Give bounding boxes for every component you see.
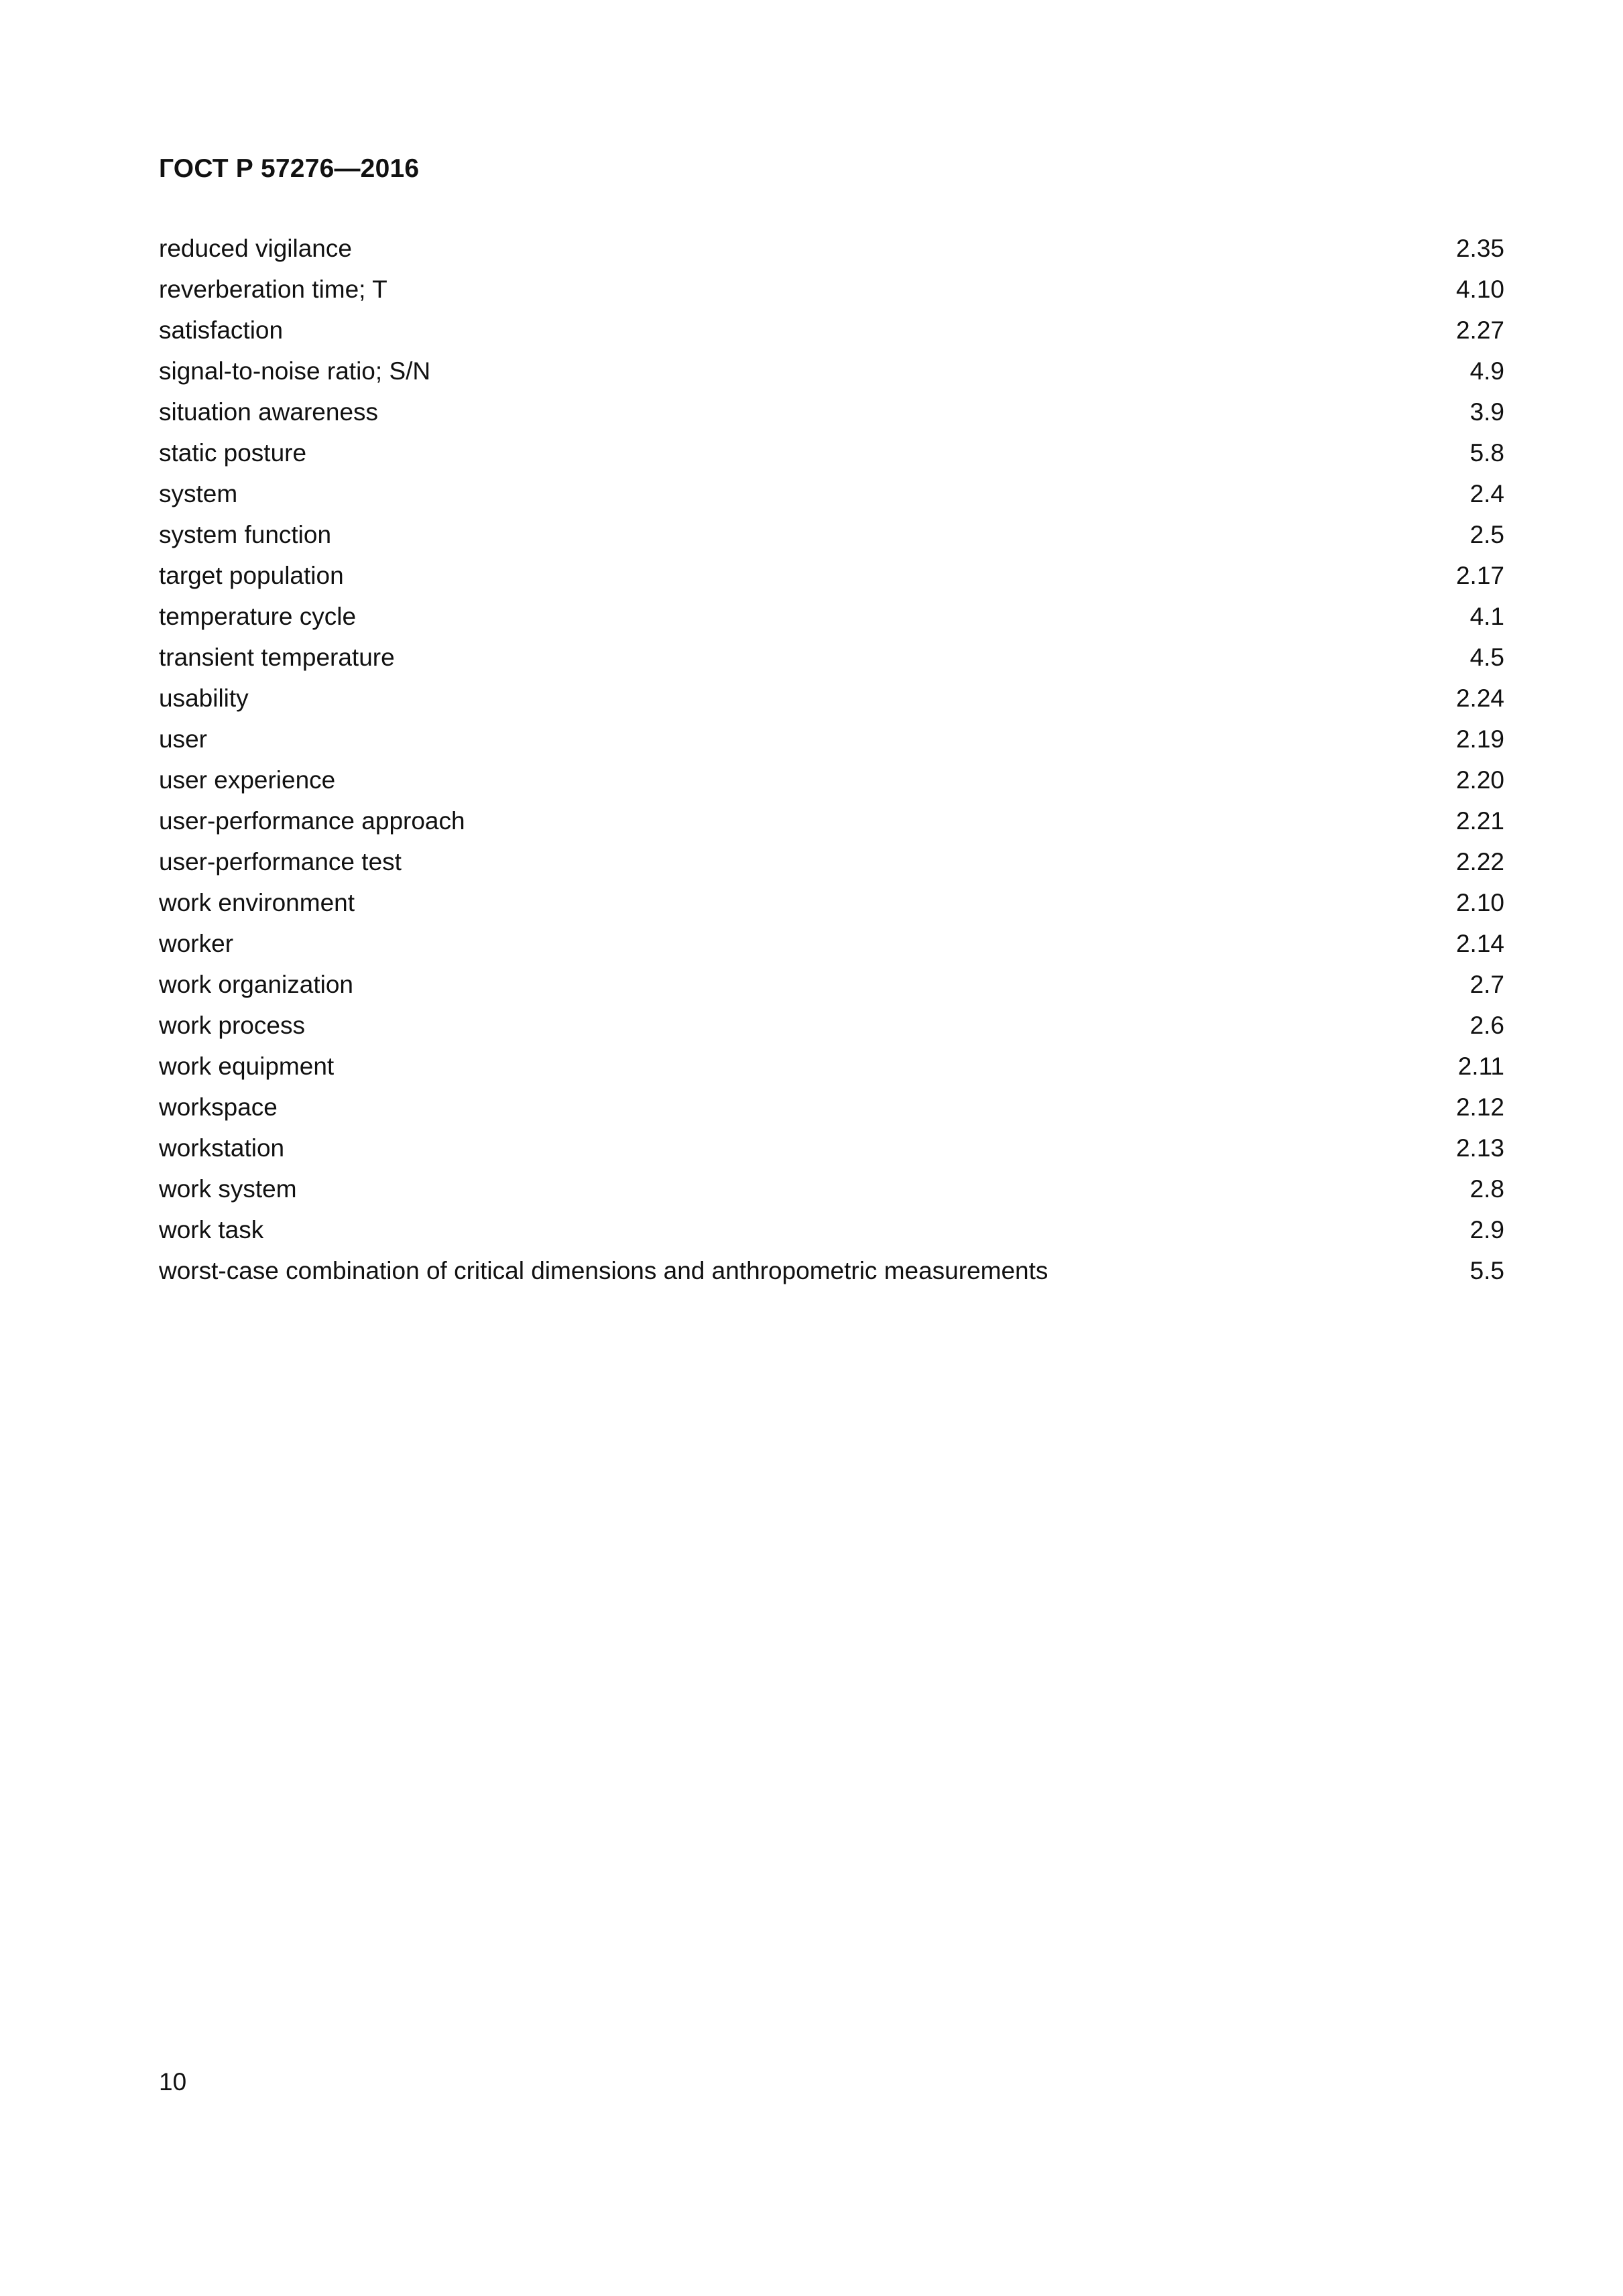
index-entry	[159, 310, 1504, 351]
index-reference: 4.9	[1469, 357, 1504, 385]
index-entry	[159, 432, 1504, 473]
index-term: temperature cycle	[159, 603, 357, 630]
index-reference: 2.8	[1469, 1175, 1504, 1203]
index-entry	[159, 800, 1504, 841]
index-term: system	[159, 480, 238, 507]
index-entry	[159, 228, 1504, 269]
index-entry	[159, 964, 1504, 1005]
index-entry	[159, 1005, 1504, 1046]
index-term: reduced vigilance	[159, 235, 352, 262]
index-reference: 2.22	[1455, 848, 1504, 875]
index-term: static posture	[159, 439, 307, 467]
index-term: satisfaction	[159, 316, 284, 344]
index-entry	[159, 719, 1504, 760]
index-reference: 2.5	[1469, 521, 1504, 548]
index-reference: 2.9	[1469, 1216, 1504, 1244]
index-reference: 2.12	[1455, 1093, 1504, 1121]
index-reference: 4.10	[1455, 276, 1504, 303]
index-term: work system	[159, 1175, 297, 1203]
index-entry	[159, 637, 1504, 678]
index-term: work environment	[159, 889, 355, 916]
index-entry	[159, 596, 1504, 637]
index-reference: 2.24	[1455, 684, 1504, 712]
index-entry	[159, 1250, 1504, 1291]
index-term: user-performance test	[159, 848, 402, 875]
document-header: ГОСТ Р 57276—2016	[159, 154, 420, 183]
index-reference: 5.8	[1469, 439, 1504, 467]
index-entry	[159, 555, 1504, 596]
index-entry	[159, 1128, 1504, 1168]
index-term: work equipment	[159, 1052, 335, 1080]
index-reference: 2.20	[1455, 766, 1504, 794]
index-reference: 2.10	[1455, 889, 1504, 916]
index-reference: 2.6	[1469, 1012, 1504, 1039]
index-term: user-performance approach	[159, 807, 465, 835]
index-entry	[159, 1046, 1504, 1087]
index-term: usability	[159, 684, 249, 712]
index-entry	[159, 351, 1504, 391]
index-entry	[159, 760, 1504, 800]
index-term: user experience	[159, 766, 336, 794]
index-entry	[159, 1087, 1504, 1128]
index-reference: 2.35	[1455, 235, 1504, 262]
index-term: worst-case combination of critical dimensions and anthropometric measurements	[159, 1257, 1048, 1284]
index-reference: 5.5	[1469, 1257, 1504, 1284]
page-number: 10	[159, 2068, 187, 2096]
index-term: reverberation time; T	[159, 276, 387, 303]
alphabetical-index	[159, 228, 1504, 1291]
index-entry	[159, 514, 1504, 555]
index-term: worker	[159, 930, 234, 957]
index-entry	[159, 882, 1504, 923]
index-entry	[159, 473, 1504, 514]
index-term: target population	[159, 562, 344, 589]
index-term: work organization	[159, 971, 353, 998]
index-term: user	[159, 725, 207, 753]
index-entry	[159, 1168, 1504, 1209]
index-reference: 2.4	[1469, 480, 1504, 507]
index-term: system function	[159, 521, 332, 548]
index-reference: 2.13	[1455, 1134, 1504, 1162]
index-reference: 2.7	[1469, 971, 1504, 998]
index-term: situation awareness	[159, 398, 379, 426]
index-term: workstation	[159, 1134, 285, 1162]
index-term: workspace	[159, 1093, 278, 1121]
index-entry	[159, 841, 1504, 882]
index-reference: 2.11	[1457, 1052, 1504, 1080]
index-entry	[159, 678, 1504, 719]
index-reference: 4.5	[1469, 644, 1504, 671]
index-reference: 2.14	[1455, 930, 1504, 957]
index-entry	[159, 269, 1504, 310]
index-reference: 4.1	[1469, 603, 1504, 630]
index-reference: 2.19	[1455, 725, 1504, 753]
index-entry	[159, 1209, 1504, 1250]
index-entry	[159, 391, 1504, 432]
index-entry	[159, 923, 1504, 964]
index-term: transient temperature	[159, 644, 395, 671]
index-reference: 2.27	[1455, 316, 1504, 344]
index-reference: 2.21	[1455, 807, 1504, 835]
index-term: signal-to-noise ratio; S/N	[159, 357, 431, 385]
index-term: work task	[159, 1216, 264, 1244]
index-term: work process	[159, 1012, 305, 1039]
index-reference: 2.17	[1455, 562, 1504, 589]
index-reference: 3.9	[1469, 398, 1504, 426]
